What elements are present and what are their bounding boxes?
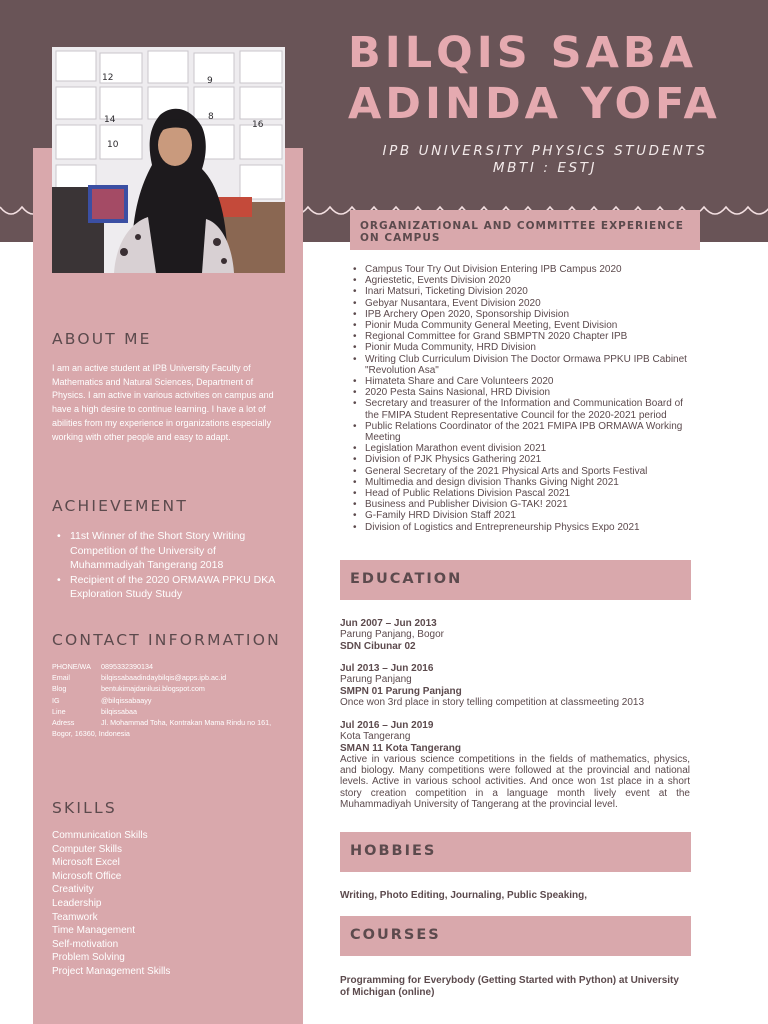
skills-heading: SKILLS [52, 799, 117, 817]
education-date: Jul 2016 – Jun 2019 [340, 720, 434, 731]
education-date: Jul 2013 – Jun 2016 [340, 663, 434, 674]
experience-item: • Campus Tour Try Out Division Entering IPB Campus 2020 [351, 264, 696, 275]
experience-item: • Division of PJK Physics Gathering 2021 [351, 454, 696, 465]
experience-item: • Legislation Marathon event division 2021 [351, 443, 696, 454]
courses-text: Programming for Everybody (Getting Started with Python) at University of Michigan (online) [340, 975, 679, 998]
svg-text:14: 14 [104, 115, 116, 125]
contact-row-email [52, 672, 292, 683]
education-detail: Active in various science competitions in the fields of mathematics, physics, and biology. Many competitions were followed at the provincial and national levels. Active in various school activities. And once won 1st place in a short story creation competition in a language month lively event at the Muhammadiyah University of Tangerang at the provincial level. [340, 753, 690, 811]
experience-item: • Public Relations Coordinator of the 2021 FMIPA IPB ORMAWA Working Meeting [351, 421, 696, 443]
skill-item: Microsoft Office [52, 870, 122, 882]
experience-item: • Division of Logistics and Entrepreneurship Physics Expo 2021 [351, 522, 696, 533]
education-place: Parung Panjang, Bogor [340, 629, 444, 641]
experience-item: • IPB Archery Open 2020, Sponsorship Division [351, 309, 696, 320]
achievement-heading: ACHIEVEMENT [52, 497, 188, 515]
skill-item: Problem Solving [52, 952, 125, 964]
name-line-1: BILQIS SABA [348, 28, 697, 78]
contact-heading: CONTACT INFORMATION [52, 631, 281, 649]
education-school: SDN Cibunar 02 [340, 640, 416, 652]
svg-text:8: 8 [208, 112, 214, 122]
contact-value: 0895332390134 [101, 662, 153, 671]
svg-text:10: 10 [107, 140, 119, 150]
experience-item: • Pionir Muda Community, HRD Division [351, 342, 696, 353]
name-line-2: ADINDA YOFA [348, 79, 721, 129]
skill-item: Time Management [52, 925, 135, 937]
education-place: Parung Panjang [340, 674, 412, 686]
skill-item: Microsoft Excel [52, 857, 120, 869]
education-place: Kota Tangerang [340, 731, 411, 743]
svg-text:16: 16 [252, 120, 264, 130]
experience-item: • Multimedia and design division Thanks Giving Night 2021 [351, 477, 696, 488]
contact-info [52, 661, 292, 739]
skill-item: Teamwork [52, 911, 98, 923]
experience-item: • Head of Public Relations Division Pascal 2021 [351, 488, 696, 499]
experience-item: • Agriestetic, Events Division 2020 [351, 275, 696, 286]
experience-item: • Gebyar Nusantara, Event Division 2020 [351, 298, 696, 309]
skill-item: Leadership [52, 897, 102, 909]
contact-label: PHONE/WA [52, 662, 91, 671]
experience-item: • Pionir Muda Community General Meeting, Event Division [351, 320, 696, 331]
about-heading: ABOUT ME [52, 330, 152, 348]
hobbies-heading: HOBBIES [350, 843, 437, 859]
skill-item: Project Management Skills [52, 965, 171, 977]
experience-item: • Inari Matsuri, Ticketing Division 2020 [351, 286, 696, 297]
education-heading-box [340, 560, 691, 600]
experience-item: • G-Family HRD Division Staff 2021 [351, 510, 696, 521]
education-school: SMPN 01 Parung Panjang [340, 685, 462, 697]
contact-row-blog [52, 683, 292, 694]
organizational-heading: ORGANIZATIONAL AND COMMITTEE EXPERIENCE ON CAMPUS [360, 220, 684, 244]
education-date: Jun 2007 – Jun 2013 [340, 618, 437, 629]
experience-item: • Business and Publisher Division G-TAK! 2021 [351, 499, 696, 510]
contact-label: Email [52, 673, 70, 683]
contact-value: Jl. Mohammad Toha, Kontrakan Mama Rindu no 161, Bogor, 16360, Indonesia [52, 718, 272, 739]
experience-item: • Regional Committee for Grand SBMPTN 2020 Chapter IPB [351, 331, 696, 342]
contact-label: IG [52, 695, 60, 705]
education-heading: EDUCATION [350, 571, 463, 587]
contact-label: Blog [52, 684, 67, 694]
achievement-item: • 11st Winner of the Short Story Writing Competition of the University of Muhammadiyah Tangerang 2018 [52, 529, 288, 573]
svg-text:9: 9 [207, 76, 213, 86]
subtitle [330, 143, 760, 177]
hobbies-heading-box [340, 832, 691, 872]
education-entry [340, 618, 690, 652]
courses-heading-box [340, 916, 691, 956]
profile-photo [52, 47, 285, 273]
education-entry [340, 663, 690, 708]
full-name [348, 28, 758, 130]
organizational-list [351, 264, 696, 533]
experience-item: • Himateta Share and Care Volunteers 2020 [351, 376, 696, 387]
education-detail: Once won 3rd place in story telling competition at classmeeting 2013 [340, 696, 645, 708]
achievement-item: • Recipient of the 2020 ORMAWA PPKU DKA Exploration Study Study [52, 573, 288, 602]
experience-item: • Secretary and treasurer of the Information and Communication Board of the FMIPA Student Representative Council for the 2020-2021 period [351, 398, 696, 420]
subtitle-line-2: MBTI : ESTJ [492, 160, 598, 176]
achievement-list [52, 529, 288, 602]
skills-list [52, 829, 292, 979]
contact-value: bentukimajdanilusi.blogspot.com [101, 684, 205, 694]
contact-row-address [52, 717, 292, 739]
svg-text:12: 12 [102, 73, 114, 83]
courses-heading: COURSES [350, 927, 441, 943]
experience-item: • Writing Club Curriculum Division The Doctor Ormawa PPKU IPB Cabinet "Revolution Asa" [351, 354, 696, 376]
education-school: SMAN 11 Kota Tangerang [340, 742, 461, 754]
skill-item: Creativity [52, 884, 94, 896]
contact-value: bilqissabaa [101, 706, 137, 716]
contact-row-line [52, 706, 292, 717]
experience-item: • General Secretary of the 2021 Physical Arts and Sports Festival [351, 466, 696, 477]
education-entry [340, 720, 690, 810]
contact-label: Adress [52, 718, 75, 728]
contact-value: @bilqissabaayy [101, 695, 152, 705]
skill-item: Communication Skills [52, 830, 148, 841]
subtitle-line-1: IPB UNIVERSITY PHYSICS STUDENTS [382, 143, 708, 159]
skill-item: Computer Skills [52, 843, 123, 855]
about-text: I am an active student at IPB University Faculty of Mathematics and Natural Sciences, Department of Physics. I am active in various activities on campus and have a high desire to continue learning. I have a lot of abilities from my experience in organizations especially working with other people and easy to adapt. [52, 363, 274, 442]
contact-value: bilqissabaadindaybilqis@apps.ipb.ac.id [101, 673, 227, 683]
experience-item: • 2020 Pesta Sains Nasional, HRD Division [351, 387, 696, 398]
contact-label: Line [52, 706, 66, 716]
contact-row-phone [52, 661, 292, 672]
skill-item: Self-motivation [52, 938, 119, 950]
organizational-heading-box [350, 210, 700, 250]
contact-row-instagram [52, 695, 292, 706]
hobbies-text: Writing, Photo Editing, Journaling, Public Speaking, [340, 890, 588, 901]
